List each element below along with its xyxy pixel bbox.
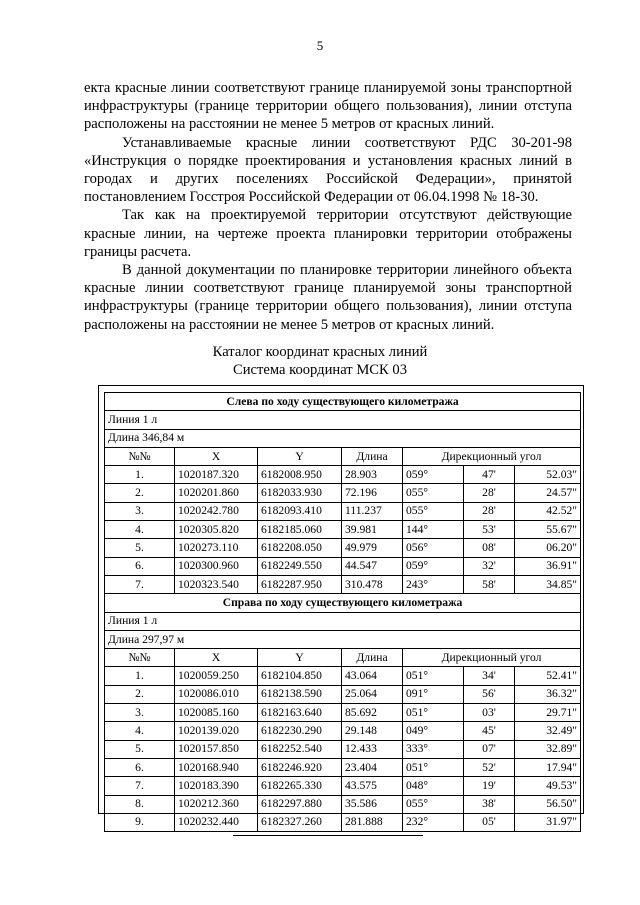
cell-y: 6182327.260 (258, 813, 342, 831)
cell-num: 4. (105, 521, 175, 539)
cell-degrees: 091° (403, 685, 464, 703)
line-name-row (105, 612, 581, 630)
cell-y: 6182297.880 (258, 795, 342, 813)
cell-seconds: 55.67" (515, 521, 581, 539)
header-x: X (175, 649, 258, 667)
cell-num: 5. (105, 740, 175, 758)
cell-x: 1020201.860 (175, 484, 258, 502)
cell-y: 6182185.060 (258, 521, 342, 539)
bottom-rule (233, 835, 423, 836)
header-num: №№ (105, 649, 175, 667)
cell-degrees: 056° (403, 539, 464, 557)
cell-y: 6182138.590 (258, 685, 342, 703)
cell-x: 1020273.110 (175, 539, 258, 557)
cell-x: 1020305.820 (175, 521, 258, 539)
cell-x: 1020086.010 (175, 685, 258, 703)
table-row (105, 722, 581, 740)
cell-seconds: 56.50" (515, 795, 581, 813)
cell-degrees: 055° (403, 795, 464, 813)
cell-num: 3. (105, 502, 175, 520)
paragraph-3: Так как на проектируемой территории отсутствуют действующие красные линии, на чертеже проекта планировки территории отображены границы расчета. (84, 207, 572, 260)
header-angle: Дирекционный угол (403, 447, 581, 465)
header-length: Длина (342, 649, 403, 667)
cell-degrees: 055° (403, 502, 464, 520)
section-title-row (105, 594, 581, 612)
cell-degrees: 051° (403, 704, 464, 722)
cell-length: 28.903 (342, 466, 403, 484)
cell-length: 85.692 (342, 704, 403, 722)
cell-x: 1020323.540 (175, 575, 258, 593)
cell-num: 8. (105, 795, 175, 813)
cell-seconds: 52.41" (515, 667, 581, 685)
section-title: Слева по ходу существующего километража (105, 393, 581, 411)
cell-minutes: 45' (464, 722, 515, 740)
body-text (84, 79, 572, 334)
cell-y: 6182249.550 (258, 557, 342, 575)
table-row (105, 667, 581, 685)
table-row (105, 502, 581, 520)
cell-seconds: 36.91" (515, 557, 581, 575)
table-row (105, 521, 581, 539)
header-num: №№ (105, 447, 175, 465)
cell-minutes: 58' (464, 575, 515, 593)
cell-minutes: 03' (464, 704, 515, 722)
cell-num: 6. (105, 758, 175, 776)
cell-minutes: 08' (464, 539, 515, 557)
section-title-row (105, 393, 581, 411)
cell-minutes: 28' (464, 484, 515, 502)
cell-minutes: 28' (464, 502, 515, 520)
cell-num: 7. (105, 777, 175, 795)
cell-y: 6182008.950 (258, 466, 342, 484)
cell-minutes: 07' (464, 740, 515, 758)
cell-length: 12.433 (342, 740, 403, 758)
cell-num: 5. (105, 539, 175, 557)
cell-y: 6182104.850 (258, 667, 342, 685)
cell-length: 35.586 (342, 795, 403, 813)
cell-num: 3. (105, 704, 175, 722)
line-length: Длина 346,84 м (105, 429, 581, 447)
cell-length: 111.237 (342, 502, 403, 520)
header-row (105, 649, 581, 667)
cell-length: 43.575 (342, 777, 403, 795)
cell-y: 6182230.290 (258, 722, 342, 740)
cell-seconds: 29.71" (515, 704, 581, 722)
cell-x: 1020085.160 (175, 704, 258, 722)
table-row (105, 685, 581, 703)
cell-x: 1020157.850 (175, 740, 258, 758)
cell-length: 72.196 (342, 484, 403, 502)
header-angle: Дирекционный угол (403, 649, 581, 667)
cell-minutes: 52' (464, 758, 515, 776)
line-length: Длина 297,97 м (105, 630, 581, 648)
line-name: Линия 1 л (105, 612, 581, 630)
paragraph-2: Устанавливаемые красные линии соответствуют РДС 30-201-98 «Инструкция о порядке проектирования и установления красных линий в городах и других поселениях Российской Федерации», принятой постановлением Госстроя Российской Федерации от 06.04.1998 № 18-30. (84, 134, 572, 206)
line-name: Линия 1 л (105, 411, 581, 429)
cell-x: 1020187.320 (175, 466, 258, 484)
cell-length: 44.547 (342, 557, 403, 575)
header-x: X (175, 447, 258, 465)
cell-minutes: 19' (464, 777, 515, 795)
cell-num: 9. (105, 813, 175, 831)
cell-x: 1020059.250 (175, 667, 258, 685)
cell-degrees: 059° (403, 557, 464, 575)
table-row (105, 484, 581, 502)
cell-x: 1020300.960 (175, 557, 258, 575)
cell-minutes: 56' (464, 685, 515, 703)
cell-seconds: 32.49" (515, 722, 581, 740)
line-name-row (105, 411, 581, 429)
catalog-title-block (0, 343, 640, 379)
cell-y: 6182208.050 (258, 539, 342, 557)
cell-degrees: 049° (403, 722, 464, 740)
cell-y: 6182265.330 (258, 777, 342, 795)
cell-degrees: 333° (403, 740, 464, 758)
cell-num: 7. (105, 575, 175, 593)
cell-num: 2. (105, 484, 175, 502)
section-title: Справа по ходу существующего километража (105, 594, 581, 612)
cell-x: 1020242.780 (175, 502, 258, 520)
line-length-row (105, 630, 581, 648)
cell-y: 6182033.930 (258, 484, 342, 502)
cell-y: 6182252.540 (258, 740, 342, 758)
cell-degrees: 243° (403, 575, 464, 593)
table-row (105, 795, 581, 813)
cell-seconds: 42.52" (515, 502, 581, 520)
cell-num: 2. (105, 685, 175, 703)
table-row (105, 575, 581, 593)
line-length-row (105, 429, 581, 447)
cell-seconds: 17.94" (515, 758, 581, 776)
cell-y: 6182163.640 (258, 704, 342, 722)
cell-seconds: 24.57" (515, 484, 581, 502)
cell-y: 6182287.950 (258, 575, 342, 593)
catalog-subtitle: Система координат МСК 03 (232, 362, 408, 378)
cell-length: 43.064 (342, 667, 403, 685)
coordinates-table (104, 392, 581, 832)
header-length: Длина (342, 447, 403, 465)
table-row (105, 557, 581, 575)
cell-y: 6182093.410 (258, 502, 342, 520)
header-y: Y (258, 447, 342, 465)
cell-x: 1020212.360 (175, 795, 258, 813)
header-y: Y (258, 649, 342, 667)
cell-degrees: 048° (403, 777, 464, 795)
cell-minutes: 38' (464, 795, 515, 813)
cell-x: 1020168.940 (175, 758, 258, 776)
cell-seconds: 34.85" (515, 575, 581, 593)
table-row (105, 758, 581, 776)
cell-minutes: 32' (464, 557, 515, 575)
cell-length: 310.478 (342, 575, 403, 593)
table-row (105, 466, 581, 484)
page-number: 5 (316, 38, 324, 53)
cell-seconds: 32.89" (515, 740, 581, 758)
cell-degrees: 144° (403, 521, 464, 539)
cell-length: 25.064 (342, 685, 403, 703)
cell-num: 4. (105, 722, 175, 740)
cell-length: 281.888 (342, 813, 403, 831)
paragraph-1: екта красные линии соответствуют границе планируемой зоны транспортной инфраструктуры (границе территории общего пользования), линии отступа расположены на расстоянии не менее 5 метров от красных линий. (84, 80, 572, 133)
cell-degrees: 055° (403, 484, 464, 502)
cell-minutes: 47' (464, 466, 515, 484)
cell-seconds: 49.53" (515, 777, 581, 795)
cell-degrees: 051° (403, 667, 464, 685)
table-row (105, 813, 581, 831)
cell-x: 1020139.020 (175, 722, 258, 740)
cell-length: 29.148 (342, 722, 403, 740)
table-row (105, 740, 581, 758)
cell-minutes: 53' (464, 521, 515, 539)
table-row (105, 777, 581, 795)
cell-degrees: 232° (403, 813, 464, 831)
header-row (105, 447, 581, 465)
cell-degrees: 051° (403, 758, 464, 776)
cell-seconds: 06.20" (515, 539, 581, 557)
cell-seconds: 31.97" (515, 813, 581, 831)
table-row (105, 539, 581, 557)
cell-seconds: 52.03" (515, 466, 581, 484)
cell-length: 23.404 (342, 758, 403, 776)
cell-length: 39.981 (342, 521, 403, 539)
cell-minutes: 05' (464, 813, 515, 831)
cell-num: 1. (105, 466, 175, 484)
cell-y: 6182246.920 (258, 758, 342, 776)
coordinates-table-body (105, 393, 581, 832)
catalog-title: Каталог координат красных линий (212, 344, 428, 360)
paragraph-4: В данной документации по планировке территории линейного объекта красные линии соответствуют границе планируемой зоны транспортной инфраструктуры (границе территории общего пользования), линии отступа расположены на расстоянии не менее 5 метров от красных линий. (84, 262, 572, 333)
cell-num: 6. (105, 557, 175, 575)
cell-seconds: 36.32" (515, 685, 581, 703)
cell-x: 1020183.390 (175, 777, 258, 795)
cell-num: 1. (105, 667, 175, 685)
cell-minutes: 34' (464, 667, 515, 685)
cell-x: 1020232.440 (175, 813, 258, 831)
table-row (105, 704, 581, 722)
cell-degrees: 059° (403, 466, 464, 484)
cell-length: 49.979 (342, 539, 403, 557)
